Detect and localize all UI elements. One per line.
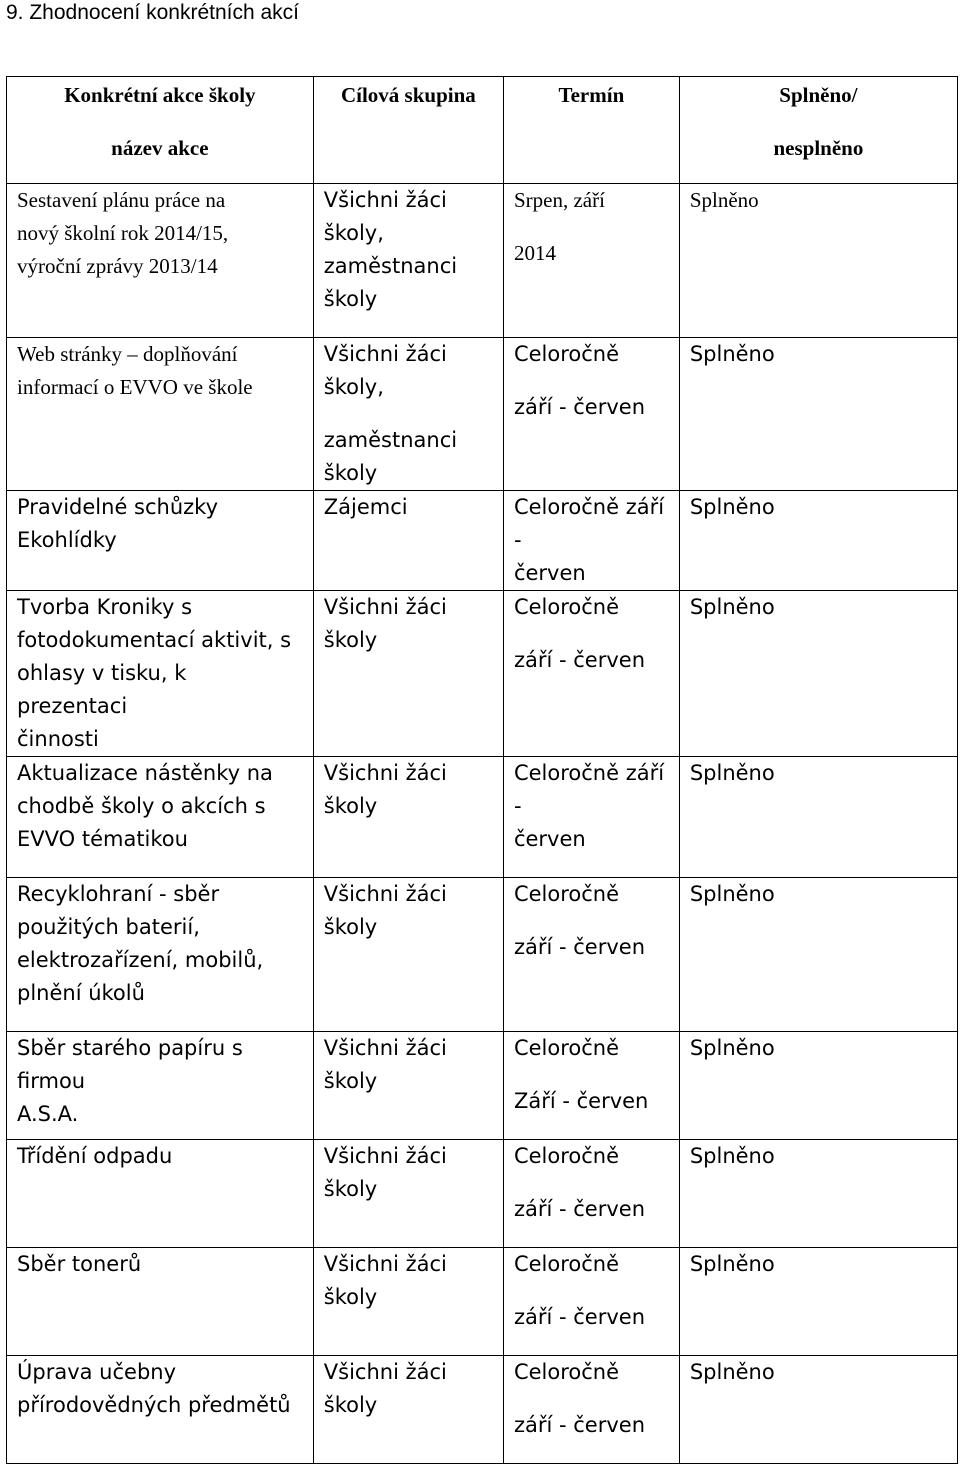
term-line: Celoročně <box>513 1036 620 1060</box>
action-line: ohlasy v tisku, k prezentaci <box>17 661 187 718</box>
term-cell <box>503 1356 679 1464</box>
target-cell <box>313 878 503 1032</box>
status-text: Splněno <box>689 1252 775 1276</box>
table-row <box>7 1032 958 1140</box>
target-line: školy <box>323 1069 378 1093</box>
target-line: školy, <box>323 221 384 245</box>
action-cell <box>7 1248 314 1356</box>
status-cell <box>679 491 957 591</box>
action-line: informací o EVVO ve škole <box>17 375 253 399</box>
target-line: Všichni žáci <box>323 1252 447 1276</box>
status-text: Splněno <box>689 882 775 906</box>
target-line: Zájemci <box>323 495 408 519</box>
status-text: Splněno <box>689 342 775 366</box>
action-cell <box>7 1032 314 1140</box>
term-line: červen <box>513 827 586 851</box>
action-line: Web stránky – doplňování <box>17 342 238 366</box>
target-cell <box>313 491 503 591</box>
status-cell <box>679 878 957 1032</box>
action-cell <box>7 1356 314 1464</box>
target-cell <box>313 1248 503 1356</box>
target-line: školy <box>323 1177 378 1201</box>
action-line: A.S.A. <box>17 1102 79 1126</box>
term-line: září - červen <box>513 1413 645 1437</box>
target-cell <box>313 591 503 757</box>
table-row <box>7 1356 958 1464</box>
header-action-line2: název akce <box>111 136 209 160</box>
term-line: září - červen <box>513 648 645 672</box>
status-cell <box>679 757 957 878</box>
action-line: přírodovědných předmětů <box>17 1393 291 1417</box>
term-line: Celoročně <box>513 882 620 906</box>
action-line: Sestavení plánu práce na <box>17 188 226 212</box>
term-cell <box>503 878 679 1032</box>
action-line: Pravidelné schůzky <box>17 495 219 519</box>
target-line: školy <box>323 794 378 818</box>
header-action-line1: Konkrétní akce školy <box>64 83 256 107</box>
action-line: Tvorba Kroniky s <box>17 595 193 619</box>
header-action <box>7 77 314 184</box>
table-row <box>7 338 958 491</box>
status-text: Splněno <box>689 495 775 519</box>
term-line: Celoročně <box>513 1144 620 1168</box>
header-term-line1: Termín <box>558 83 625 107</box>
status-cell <box>679 338 957 491</box>
term-cell <box>503 757 679 878</box>
term-line: Celoročně září - <box>513 495 665 552</box>
status-text: Splněno <box>689 595 775 619</box>
target-cell <box>313 1140 503 1248</box>
target-line: zaměstnanci školy <box>323 428 458 485</box>
table-row <box>7 591 958 757</box>
action-line: Ekohlídky <box>17 528 117 552</box>
action-line: chodbě školy o akcích s <box>17 794 266 818</box>
target-cell <box>313 184 503 338</box>
header-status <box>679 77 957 184</box>
target-cell <box>313 1356 503 1464</box>
header-status-line1: Splněno/ <box>779 83 858 107</box>
target-cell <box>313 757 503 878</box>
table-row <box>7 1248 958 1356</box>
action-cell <box>7 878 314 1032</box>
status-cell <box>679 591 957 757</box>
term-cell <box>503 338 679 491</box>
table-row <box>7 491 958 591</box>
term-line: Celoročně <box>513 1360 620 1384</box>
action-line: fotodokumentací aktivit, s <box>17 628 292 652</box>
term-line: 2014 <box>513 241 556 265</box>
table-row <box>7 878 958 1032</box>
status-cell <box>679 184 957 338</box>
target-line: zaměstnanci <box>323 254 458 278</box>
actions-table <box>6 76 958 1464</box>
action-line: Úprava učebny <box>17 1360 177 1384</box>
term-cell <box>503 1248 679 1356</box>
target-line: školy <box>323 1393 378 1417</box>
table-row <box>7 1140 958 1248</box>
action-cell <box>7 591 314 757</box>
header-term <box>503 77 679 184</box>
term-cell <box>503 184 679 338</box>
action-cell <box>7 757 314 878</box>
status-cell <box>679 1140 957 1248</box>
header-target <box>313 77 503 184</box>
status-text: Splněno <box>689 761 775 785</box>
term-cell <box>503 1140 679 1248</box>
status-text: Splněno <box>689 1144 775 1168</box>
term-line: Celoročně <box>513 595 620 619</box>
table-row <box>7 757 958 878</box>
target-line: Všichni žáci <box>323 882 447 906</box>
action-line: Sběr tonerů <box>17 1252 142 1276</box>
term-line: září - červen <box>513 1305 645 1329</box>
action-cell <box>7 184 314 338</box>
term-line: Září - červen <box>513 1089 649 1113</box>
target-line: Všichni žáci <box>323 1360 447 1384</box>
target-line: Všichni žáci <box>323 1036 447 1060</box>
action-line: nový školní rok 2014/15, <box>17 221 229 245</box>
table-header-row <box>7 77 958 184</box>
target-line: školy <box>323 287 378 311</box>
action-line: Třídění odpadu <box>17 1144 173 1168</box>
target-line: školy <box>323 628 378 652</box>
target-cell <box>313 1032 503 1140</box>
term-cell <box>503 491 679 591</box>
action-line: EVVO tématikou <box>17 827 188 851</box>
term-line: Celoročně září - <box>513 761 665 818</box>
target-line: Všichni žáci <box>323 1144 447 1168</box>
header-status-line2: nesplněno <box>773 136 864 160</box>
term-line: červen <box>513 561 586 585</box>
action-line: plnění úkolů <box>17 981 145 1005</box>
term-line: září - červen <box>513 395 645 419</box>
term-line: Celoročně <box>513 342 620 366</box>
action-cell <box>7 338 314 491</box>
status-text: Splněno <box>689 1360 775 1384</box>
section-title: 9. Zhodnocení konkrétních akcí <box>6 1 300 24</box>
term-line: září - červen <box>513 1197 645 1221</box>
status-text: Splněno <box>689 1036 775 1060</box>
target-line: Všichni žáci <box>323 595 447 619</box>
target-cell <box>313 338 503 491</box>
action-line: výroční zprávy 2013/14 <box>17 254 218 278</box>
term-cell <box>503 1032 679 1140</box>
status-text: Splněno <box>689 188 759 212</box>
action-cell <box>7 1140 314 1248</box>
target-line: Všichni žáci školy, <box>323 342 447 399</box>
action-line: Aktualizace nástěnky na <box>17 761 273 785</box>
term-line: Celoročně <box>513 1252 620 1276</box>
status-cell <box>679 1248 957 1356</box>
action-line: činnosti <box>17 727 99 751</box>
status-cell <box>679 1356 957 1464</box>
action-line: použitých baterií, <box>17 915 200 939</box>
target-line: Všichni žáci <box>323 188 447 212</box>
term-cell <box>503 591 679 757</box>
action-line: Recyklohraní - sběr <box>17 882 220 906</box>
term-line: září - červen <box>513 935 645 959</box>
target-line: školy <box>323 915 378 939</box>
action-line: Sběr starého papíru s firmou <box>17 1036 243 1093</box>
target-line: školy <box>323 1285 378 1309</box>
target-line: Všichni žáci <box>323 761 447 785</box>
action-line: elektrozařízení, mobilů, <box>17 948 264 972</box>
header-target-line1: Cílová skupina <box>340 83 476 107</box>
action-cell <box>7 491 314 591</box>
term-line: Srpen, září <box>513 188 605 212</box>
status-cell <box>679 1032 957 1140</box>
table-row <box>7 184 958 338</box>
